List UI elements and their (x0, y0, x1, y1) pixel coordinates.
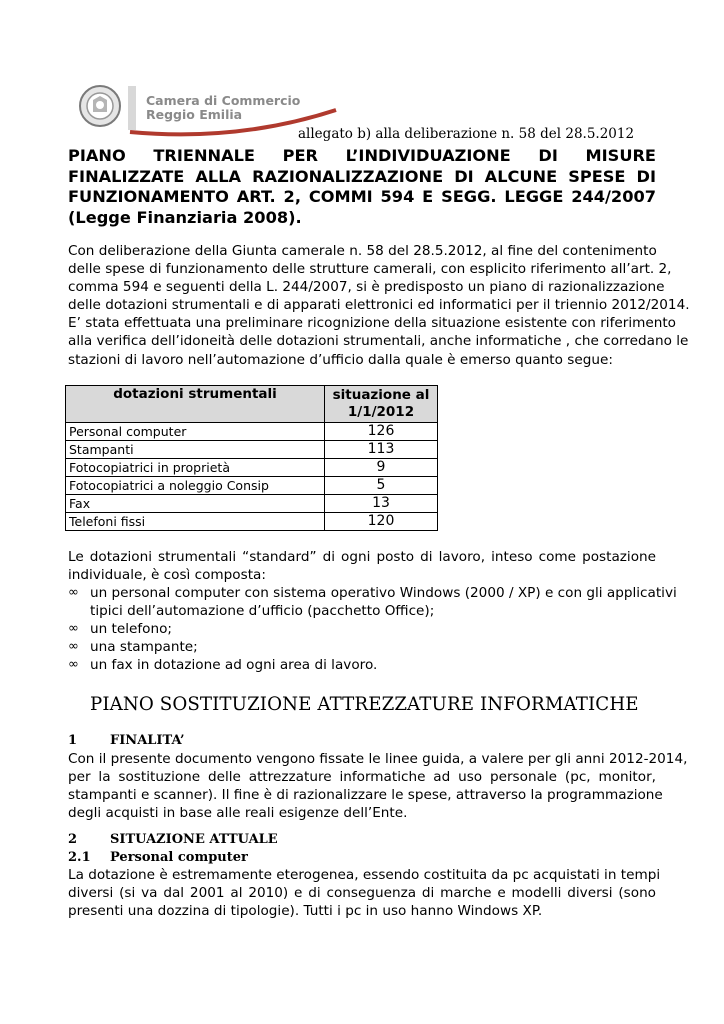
row-label: Personal computer (66, 423, 325, 441)
title-line: PIANO TRIENNALE PER L’INDIVIDUAZIONE DI MISURE (68, 146, 656, 165)
list-item-line: un personal computer con sistema operativo Windows (2000 / XP) e con gli applicativi (90, 585, 677, 601)
intro-paragraph (68, 242, 690, 369)
list-item-line: un fax in dotazione ad ogni area di lavoro. (90, 657, 378, 674)
list-item-line: tipici dell’automazione d’ufficio (pacchetto Office); (90, 603, 435, 620)
section-title: SITUAZIONE ATTUALE (110, 832, 278, 847)
paragraph-line: presenti una dozzina di tipologie). Tutti i pc in uso hanno Windows XP. (68, 903, 543, 920)
dotazioni-paragraph (68, 548, 656, 584)
row-value: 9 (325, 459, 438, 477)
logo-wordmark (146, 94, 300, 122)
paragraph-line: per la sostituzione delle attrezzature informatiche ad uso personale (pc, monitor, (68, 769, 656, 786)
dotazioni-bullet-list (68, 584, 677, 674)
paragraph-line: degli acquisti in base alle reali esigenze dell’Ente. (68, 805, 408, 822)
column-header-line: 1/1/2012 (347, 404, 415, 420)
allegato-reference: allegato b) alla deliberazione n. 58 del 28.5.2012 (298, 126, 635, 142)
row-value: 13 (325, 495, 438, 513)
infinity-bullet-icon: ∞ (68, 657, 79, 673)
paragraph-line: stazioni di lavoro nell’automazione d’ufficio dalla quale è emerso quanto segue: (68, 351, 613, 368)
paragraph-line: delle spese di funzionamento delle strutture camerali, con esplicito riferimento all’art. 2, (68, 261, 672, 278)
paragraph-line: La dotazione è estremamente eterogenea, essendo costituita da pc acquistati in tempi (68, 867, 661, 883)
table-row (66, 459, 438, 477)
column-header-line: situazione al (332, 387, 430, 403)
logo-line-1: Camera di Commercio (146, 93, 301, 108)
paragraph-line: diversi (si va dal 2001 al 2010) e di conseguenza di marche e modelli diversi (sono (68, 885, 656, 902)
table-row (66, 423, 438, 441)
paragraph-line: Le dotazioni strumentali “standard” di ogni posto di lavoro, inteso come postazione (68, 549, 656, 565)
section-2-heading (68, 832, 278, 847)
finalita-paragraph (68, 750, 688, 822)
seal-icon (78, 84, 122, 128)
subsection-title: Personal computer (110, 850, 248, 865)
list-item (68, 638, 656, 656)
row-value: 5 (325, 477, 438, 495)
section-1-heading (68, 733, 185, 748)
list-item-line: un telefono; (90, 621, 173, 638)
row-value: 113 (325, 441, 438, 459)
situazione-paragraph (68, 866, 661, 920)
dotazioni-table (65, 385, 438, 531)
paragraph-line: E’ stata effettuata una preliminare ricognizione della situazione esistente con riferimento (68, 315, 676, 332)
row-label: Stampanti (66, 441, 325, 459)
section-title: FINALITA’ (110, 733, 185, 748)
row-value: 120 (325, 513, 438, 531)
table-row (66, 513, 438, 531)
title-line: (Legge Finanziaria 2008). (68, 207, 302, 227)
title-line: FUNZIONAMENTO ART. 2, COMMI 594 E SEGG. LEGGE 244/2007 (68, 187, 656, 206)
document-title (68, 146, 656, 228)
title-line: FINALIZZATE ALLA RAZIONALIZZAZIONE DI ALCUNE SPESE DI (68, 166, 656, 186)
paragraph-line: Con il presente documento vengono fissate le linee guida, a valere per gli anni 2012-2014, (68, 751, 688, 767)
subsection-number: 2.1 (68, 850, 91, 865)
paragraph-line: comma 594 e seguenti della L. 244/2007, si è predisposto un piano di razionalizzazione (68, 279, 665, 296)
list-item (68, 656, 656, 674)
list-item-line: una stampante; (90, 639, 198, 656)
paragraph-line: alla verifica dell’idoneità delle dotazioni strumentali, anche informatiche , che corredano le (68, 333, 689, 350)
paragraph-line: delle dotazioni strumentali e di apparati elettronici ed informatici per il triennio 2012/2014. (68, 297, 690, 314)
row-label: Fotocopiatrici a noleggio Consip (66, 477, 325, 495)
section-number: 2 (68, 832, 78, 847)
list-item (68, 620, 656, 638)
column-header-situazione (325, 386, 438, 423)
paragraph-line: Con deliberazione della Giunta camerale n. 58 del 28.5.2012, al fine del contenimento (68, 243, 657, 259)
row-label: Telefoni fissi (66, 513, 325, 531)
table-row (66, 495, 438, 513)
table-header-row (66, 386, 438, 423)
table-row (66, 441, 438, 459)
row-label: Fotocopiatrici in proprietà (66, 459, 325, 477)
infinity-bullet-icon: ∞ (68, 639, 79, 655)
column-header-dotazioni: dotazioni strumentali (66, 386, 325, 423)
list-item (68, 584, 677, 620)
paragraph-line: individuale, è così composta: (68, 567, 266, 584)
paragraph-line: stampanti e scanner). Il fine è di razionalizzare le spese, attraverso la programmazione (68, 787, 663, 804)
row-value: 126 (325, 423, 438, 441)
table-row (66, 477, 438, 495)
infinity-bullet-icon: ∞ (68, 621, 79, 637)
infinity-bullet-icon: ∞ (68, 585, 79, 600)
subsection-2-1-heading (68, 850, 248, 865)
logo-line-2: Reggio Emilia (146, 107, 243, 122)
section-number: 1 (68, 733, 78, 748)
section-heading-main: PIANO SOSTITUZIONE ATTREZZATURE INFORMATICHE (90, 694, 639, 715)
row-label: Fax (66, 495, 325, 513)
